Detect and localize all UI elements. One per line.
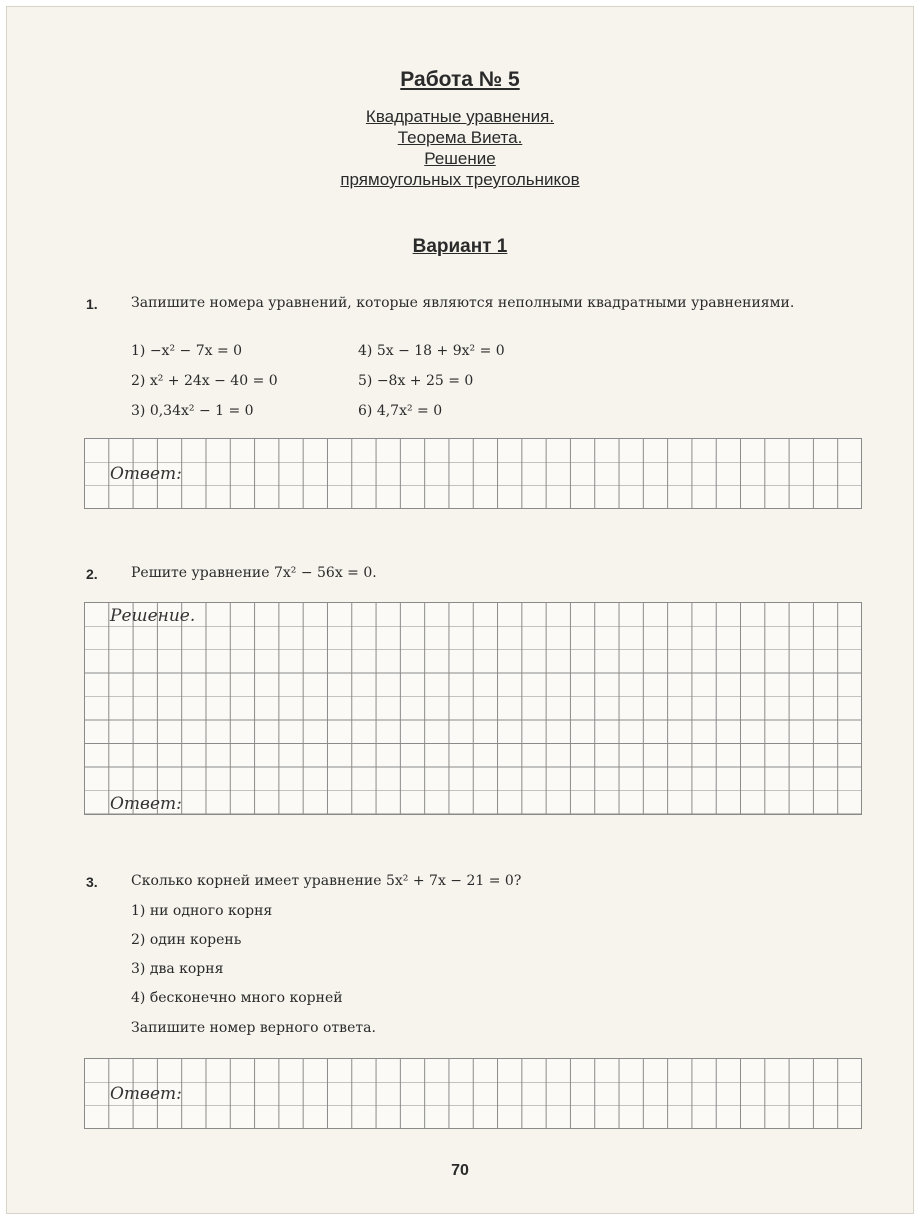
question-3-number: 3. [86, 874, 98, 890]
q2-solution-grid[interactable] [84, 602, 862, 815]
q3-option-4: 4) бесконечно много корней [131, 990, 343, 1006]
work-title-text: Работа № 5 [400, 68, 520, 91]
question-1-number: 1. [86, 296, 98, 312]
page-number: 70 [451, 1162, 469, 1179]
subtitle-line-4: прямоугольных треугольников [340, 170, 580, 189]
q2-solution-label: Решение. [110, 606, 196, 626]
worksheet-page [6, 6, 914, 1214]
q3-answer-grid[interactable] [84, 1058, 862, 1129]
question-3-text: Сколько корней имеет уравнение 5x² + 7x − 21 = 0? [131, 873, 522, 889]
q2-answer-label: Ответ: [110, 794, 182, 814]
q1-option-4: 4) 5x − 18 + 9x² = 0 [358, 343, 505, 359]
question-2-text: Решите уравнение 7x² − 56x = 0. [131, 565, 377, 581]
q1-answer-grid[interactable] [84, 438, 862, 509]
variant-heading: Вариант 1 [412, 236, 508, 257]
q1-answer-label: Ответ: [110, 464, 182, 484]
q1-option-2: 2) x² + 24x − 40 = 0 [131, 373, 278, 389]
work-title [6, 68, 914, 92]
q3-option-3: 3) два корня [131, 961, 224, 977]
q1-option-5: 5) −8x + 25 = 0 [358, 373, 474, 389]
topic-subtitle [6, 106, 914, 190]
subtitle-line-1: Квадратные уравнения. [365, 107, 555, 126]
q3-option-1: 1) ни одного корня [131, 903, 273, 919]
q3-option-2: 2) один корень [131, 932, 242, 948]
q1-option-1: 1) −x² − 7x = 0 [131, 343, 243, 359]
q1-option-6: 6) 4,7x² = 0 [358, 403, 443, 419]
q3-answer-label: Ответ: [110, 1084, 182, 1104]
question-2-number: 2. [86, 566, 98, 582]
subtitle-line-3: Решение [424, 149, 496, 168]
q1-option-3: 3) 0,34x² − 1 = 0 [131, 403, 254, 419]
subtitle-line-2: Теорема Виета. [397, 128, 523, 147]
question-1-text: Запишите номера уравнений, которые являются неполными квадратными уравнениями. [131, 295, 795, 311]
q3-instruction: Запишите номер верного ответа. [131, 1020, 376, 1036]
